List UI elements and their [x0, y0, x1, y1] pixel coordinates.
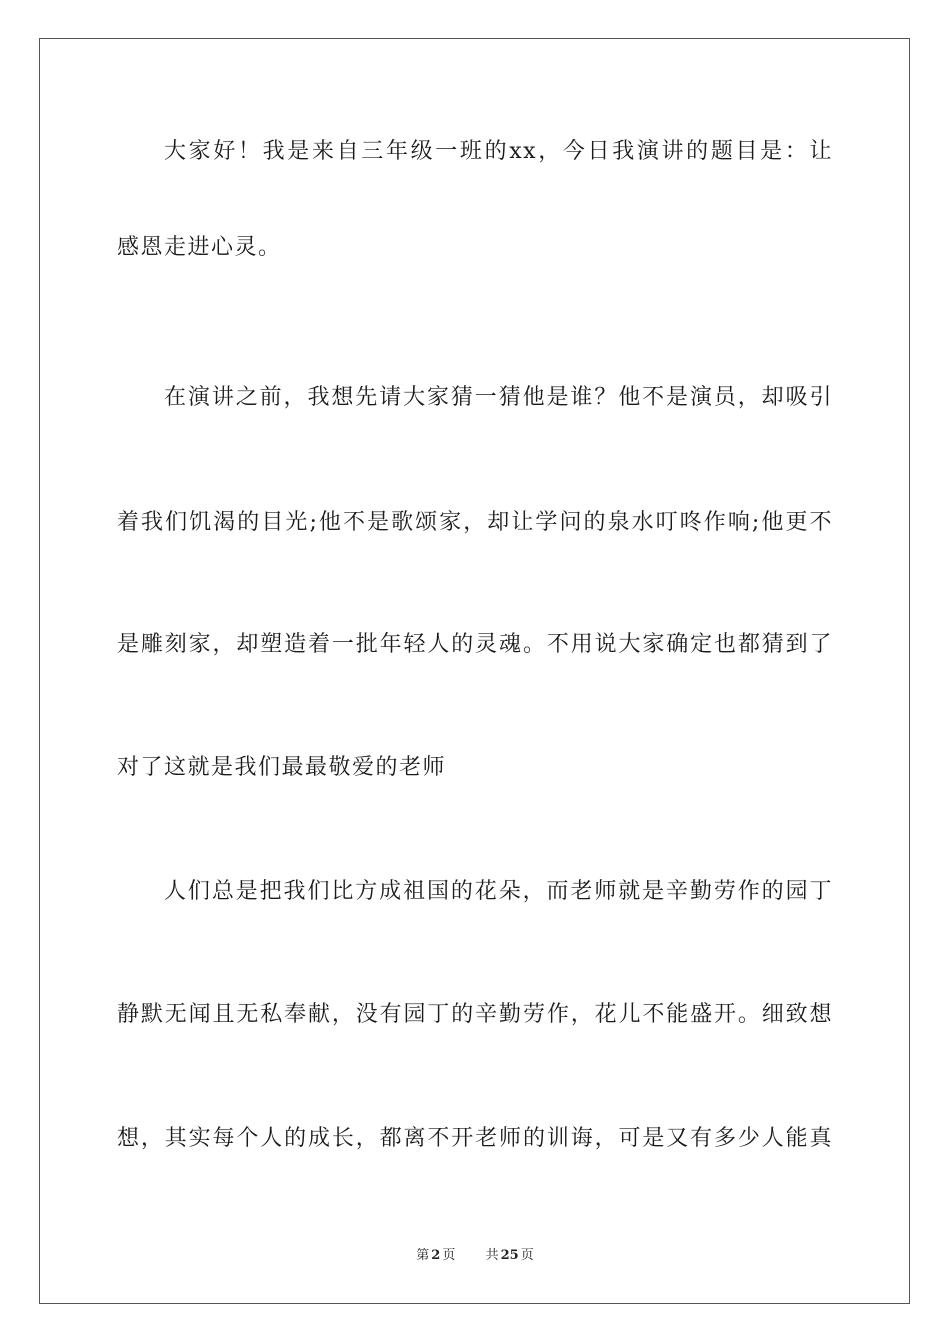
paragraph-3-line-1: 人们总是把我们比方成祖国的花朵，而老师就是辛勤劳作的园丁 [164, 879, 833, 904]
total-prefix: 共 [485, 1248, 499, 1263]
paragraph-1-line-2: 感恩走进心灵。 [117, 235, 282, 260]
page-border [39, 38, 910, 1304]
paragraph-3-line-3: 想，其实每个人的成长，都离不开老师的训诲，可是又有多少人能真 [117, 1126, 833, 1151]
paragraph-2-line-4: 对了这就是我们最最敬爱的老师 [117, 755, 447, 780]
page-prefix: 第 [416, 1248, 430, 1263]
total-pages: 25 [500, 1248, 519, 1263]
total-suffix: 页 [520, 1248, 534, 1263]
paragraph-2-line-1: 在演讲之前，我想先请大家猜一猜他是谁？他不是演员，却吸引 [164, 385, 833, 410]
paragraph-2-line-3: 是雕刻家，却塑造着一批年轻人的灵魂。不用说大家确定也都猜到了 [117, 632, 833, 657]
page-number: 2 [431, 1248, 441, 1263]
page-suffix: 页 [442, 1248, 456, 1263]
paragraph-2-line-2: 着我们饥渴的目光;他不是歌颂家，却让学问的泉水叮咚作响;他更不 [117, 510, 833, 535]
paragraph-3-line-2: 静默无闻且无私奉献，没有园丁的辛勤劳作，花儿不能盛开。细致想 [117, 1002, 833, 1027]
page-footer [0, 1247, 950, 1265]
paragraph-1-line-1: 大家好！我是来自三年级一班的xx，今日我演讲的题目是：让 [164, 139, 833, 164]
